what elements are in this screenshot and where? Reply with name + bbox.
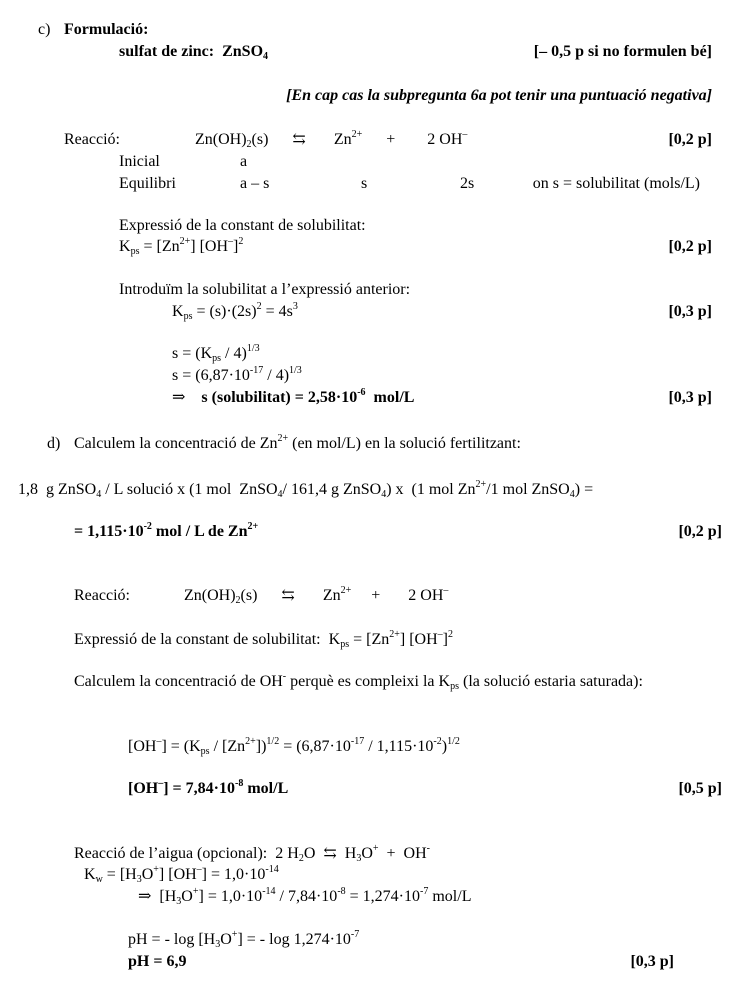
score-oh: [0,5 p] <box>678 780 722 797</box>
scoring-note: [En cap cas la subpregunta 6a pot tenir una puntuació negativa] <box>286 87 712 104</box>
score-ksp-c: [0,2 p] <box>668 238 712 255</box>
solubility-substituted: $s = (6,87\cdot 10^{-17} / 4)^{1/3}$ <box>172 365 302 384</box>
introduce-label: Introduïm la solubilitat a l’expressió anterior: <box>119 281 411 298</box>
h3o-calculation: ⇒ $[H_3O^+] = 1,0\cdot 10^{-14} / 7,84\cdot 10^{-8} = 1,274\cdot 10^{-7}$ mol/L <box>138 886 472 907</box>
score-conc: [0,2 p] <box>678 523 722 540</box>
ksp-expression-label-d: Expressió de la constant de solubilitat: <box>74 631 321 648</box>
initial-label: Inicial <box>119 153 160 170</box>
compound-line: sulfat de zinc: ZnSO$_4$ <box>119 43 269 62</box>
penalty-note: [– 0,5 p si no formulen bé] <box>533 43 712 60</box>
score-ph: [0,3 p] <box>630 953 674 970</box>
conc-exponent: -2 <box>143 521 152 532</box>
ksp-expression-label-c: Expressió de la constant de solubilitat: <box>119 217 366 234</box>
ksp-expression-c: $K_{ps} = [Zn^{2+}]$ $[OH^-]^2$ <box>119 236 244 257</box>
equilibrium-label: Equilibri <box>119 175 176 192</box>
oh-exponent: -8 <box>235 778 244 789</box>
water-reaction: Reacció de l’aigua (opcional): 2 $H_2O$ ⇆ $H_3O^+ + OH^-$ <box>74 843 431 864</box>
solubility-formula: $s = (K_{ps} / 4)^{1/3}$ <box>172 343 260 364</box>
oh-paragraph: Calculem la concentració de OH- perquè es compleixi la $K_{ps}$ (la solució estaria saturada): <box>74 671 643 692</box>
ph-result: pH = 6,9 <box>128 953 187 970</box>
ph-label: pH = - log [H <box>128 931 216 948</box>
implies-arrow: ⇒ <box>172 389 186 406</box>
intro-text: Calculem la concentració de Zn <box>74 435 278 452</box>
conc-value: = 1,115·10 <box>74 523 144 540</box>
score-result: [0,3 p] <box>668 389 712 406</box>
eq-a-minus-s: a – s <box>240 175 270 192</box>
section-c-heading: Formulació: <box>64 21 149 38</box>
reaction-equation-d: $Zn(OH)_2(s)$ ⇆ $Zn^{2+}$ + 2 OH– <box>184 585 449 606</box>
result-unit: mol/L <box>373 389 415 406</box>
section-c-marker: c) <box>38 21 51 38</box>
reaction-equation-c: $Zn(OH)_2(s)$ ⇆ $Zn^{2+}$ + 2 OH– <box>195 129 468 150</box>
eq-note: on s = solubilitat (mols/L) <box>532 175 700 192</box>
ksp-substitution: $K_{ps} = (s)\cdot(2s)^2 = 4s^3$ <box>172 301 298 322</box>
water-label: Reacció de l’aigua (opcional): <box>74 845 268 862</box>
oh-formula: $[OH^-] = (K_{ps} / [Zn^{2+}])^{1/2} = (6,87\cdot 10^{-17} / 1,115\cdot 10^{-2})^{1/2}$ <box>128 736 460 757</box>
section-d-intro: Calculem la concentració de $Zn^{2+}$ (en mol/L) en la solució fertilitzant: <box>74 433 521 452</box>
reaction-label-c: Reacció: <box>64 131 120 148</box>
concentration-calculation: 1,8 g ZnSO$_4$ / L solució x (1 mol ZnSO$_4$/ 161,4 g ZnSO$_4$) x (1 mol $Zn^{2+}/1$ mol ZnSO$_4$) = <box>18 479 594 500</box>
section-d-marker: d) <box>47 435 61 452</box>
conc-unit: mol / L de Zn <box>155 523 248 540</box>
score-intro: [0,3 p] <box>668 303 712 320</box>
kw-expression: $K_w = [H_3O^+] [OH^-] = 1,0\cdot 10^{-14}$ <box>84 864 279 885</box>
oh-value: = 7,84·10 <box>172 780 235 797</box>
ksp-expression-d: Expressió de la constant de solubilitat: $K_{ps} = [Zn^{2+}]$ $[OH^-]^2$ <box>74 629 453 650</box>
oh-unit: mol/L <box>247 780 289 797</box>
solubility-result <box>172 388 414 408</box>
reaction-label-d: Reacció: <box>74 587 130 604</box>
intro-text-end: (en mol/L) en la solució fertilitzant: <box>292 435 521 452</box>
concentration-result: = $1,115\cdot 10^{-2}$ mol / L de $Zn^{2+}$ <box>74 521 259 540</box>
eq-2s: 2s <box>460 175 475 192</box>
ph-calculation: pH = - $\log [H_3O^+]$ = - $\log 1,274\cdot 10^{-7}$ <box>128 929 360 950</box>
result-label: s (solubilitat) = 2,58·10 <box>201 389 358 406</box>
compound-name: sulfat de zinc: <box>119 43 215 60</box>
eq-s: s <box>361 175 368 192</box>
initial-value: a <box>240 153 248 170</box>
oh-result: $[OH^-] = 7,84\cdot 10^{-8}$ mol/L <box>128 778 289 797</box>
result-exponent: -6 <box>357 387 366 398</box>
score-reaction-c: [0,2 p] <box>668 131 712 148</box>
